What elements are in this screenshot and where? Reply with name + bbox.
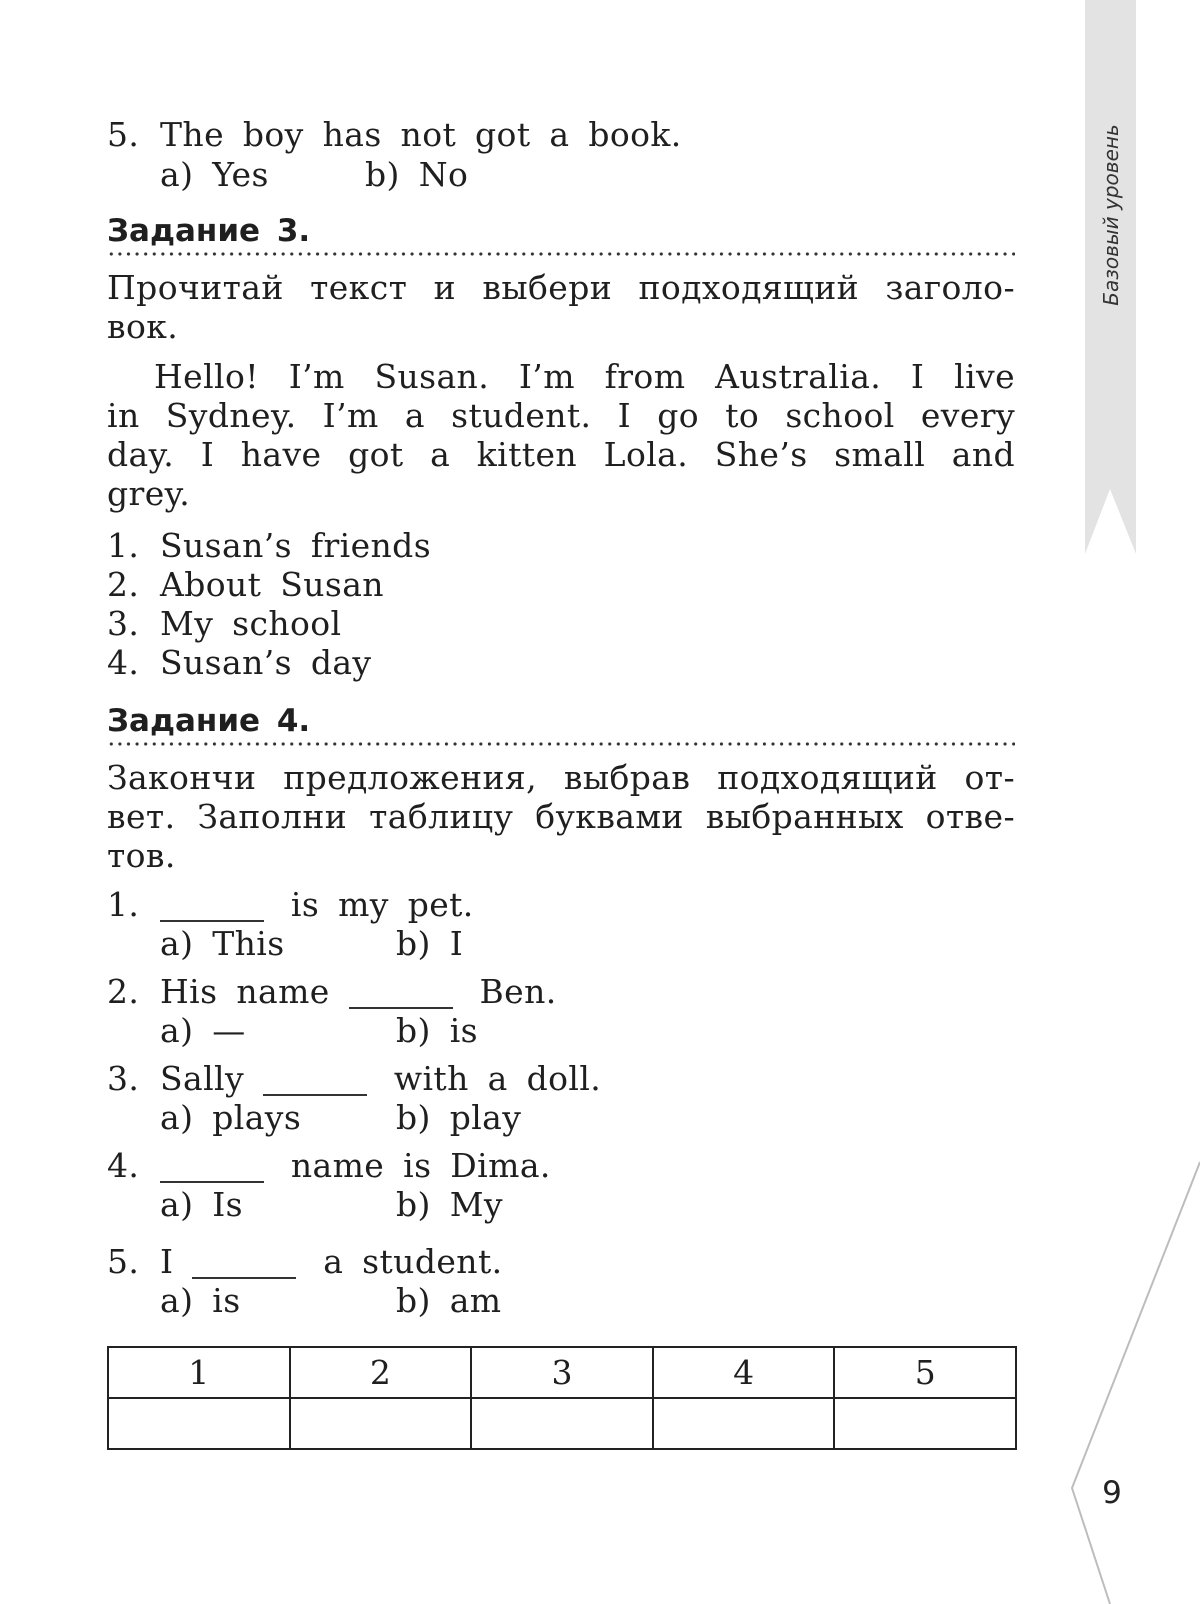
task2-question-5 [107, 115, 682, 155]
item-number: 1. [107, 885, 140, 924]
text-line: grey. [107, 474, 191, 513]
answer-blank[interactable] [192, 1247, 296, 1279]
sentence-after: Ben. [479, 972, 557, 1011]
text-line: day. I have got a kitten Lola. She’s small and [107, 435, 1015, 474]
title-option[interactable] [107, 643, 371, 683]
title-number: 2. [107, 565, 140, 604]
task4-instruction-line: вет. Заполни таблицу буквами выбранных отве- [107, 797, 1015, 836]
answer-blank[interactable] [160, 1151, 264, 1183]
item-number: 5. [107, 1242, 140, 1281]
option-b[interactable]: b) play [396, 1098, 522, 1137]
option-a[interactable]: a) Is [160, 1185, 244, 1224]
item-number: 3. [107, 1059, 140, 1098]
sentence-item-1 [107, 885, 474, 925]
item-number: 4. [107, 1146, 140, 1185]
item-options [160, 1098, 521, 1138]
option-b[interactable]: b) My [396, 1185, 503, 1224]
sentence-after: is my pet. [290, 885, 474, 924]
question-number: 5. [107, 115, 140, 154]
sentence-before: I [160, 1242, 174, 1281]
answer-blank[interactable] [349, 977, 453, 1009]
title-number: 4. [107, 643, 140, 682]
sentence-after: name is Dima. [290, 1146, 551, 1185]
answer-table-header: 3 [471, 1347, 653, 1398]
answer-table-header: 4 [653, 1347, 835, 1398]
task4-instruction-line: Закончи предложения, выбрав подходящий от- [107, 758, 1015, 797]
title-option[interactable] [107, 565, 384, 605]
text-line: in Sydney. I’m a student. I go to school every [107, 396, 1015, 435]
sentence-before: Sally [160, 1059, 245, 1098]
item-options [160, 1011, 478, 1051]
answer-cell[interactable] [471, 1398, 653, 1449]
page-number: 9 [1102, 1475, 1122, 1511]
title-text: Susan’s day [160, 643, 372, 682]
answer-table-header-row [108, 1347, 1016, 1398]
option-b[interactable]: b) is [396, 1011, 478, 1050]
answer-table-header: 5 [834, 1347, 1016, 1398]
answer-cell[interactable] [108, 1398, 290, 1449]
task4-heading: Задание 4. [107, 703, 311, 739]
title-option[interactable] [107, 604, 341, 644]
title-number: 1. [107, 526, 140, 565]
title-option[interactable] [107, 526, 431, 566]
task4-instruction-line: тов. [107, 836, 176, 875]
option-a[interactable]: a) is [160, 1281, 241, 1320]
item-number: 2. [107, 972, 140, 1011]
answer-table-header: 2 [290, 1347, 472, 1398]
task3-heading: Задание 3. [107, 213, 311, 249]
title-number: 3. [107, 604, 140, 643]
level-label: Базовый уровень [1099, 124, 1123, 306]
sentence-item-2 [107, 972, 557, 1012]
sentence-after: a student. [323, 1242, 503, 1281]
task3-instruction-line: вок. [107, 307, 179, 346]
task3-instruction-line: Прочитай текст и выбери подходящий заголо- [107, 268, 1015, 307]
option-b[interactable]: b) No [365, 155, 469, 194]
sentence-before: His name [160, 972, 330, 1011]
dotted-divider [107, 742, 1015, 746]
text-line: Hello! I’m Susan. I’m from Australia. I live [154, 357, 1015, 396]
answer-blank[interactable] [160, 890, 264, 922]
answer-blank[interactable] [263, 1064, 367, 1096]
sentence-item-4 [107, 1146, 551, 1186]
sentence-item-3 [107, 1059, 601, 1099]
dotted-divider [107, 252, 1015, 256]
answer-cell[interactable] [653, 1398, 835, 1449]
option-b[interactable]: b) am [396, 1281, 502, 1320]
option-a[interactable]: a) This [160, 924, 285, 963]
task2-options [160, 155, 468, 195]
title-text: My school [160, 604, 342, 643]
item-options [160, 1185, 503, 1225]
option-a[interactable]: a) — [160, 1011, 246, 1050]
answer-cell[interactable] [834, 1398, 1016, 1449]
question-text: The boy has not got a book. [160, 115, 682, 154]
answer-table-header: 1 [108, 1347, 290, 1398]
option-b[interactable]: b) I [396, 924, 464, 963]
sentence-after: with a doll. [393, 1059, 602, 1098]
answer-table-input-row [108, 1398, 1016, 1449]
item-options [160, 924, 463, 964]
option-a[interactable]: a) Yes [160, 155, 269, 194]
answer-table [107, 1346, 1017, 1450]
answer-cell[interactable] [290, 1398, 472, 1449]
option-a[interactable]: a) plays [160, 1098, 302, 1137]
title-text: About Susan [160, 565, 384, 604]
title-text: Susan’s friends [160, 526, 432, 565]
sentence-item-5 [107, 1242, 503, 1282]
item-options [160, 1281, 501, 1321]
